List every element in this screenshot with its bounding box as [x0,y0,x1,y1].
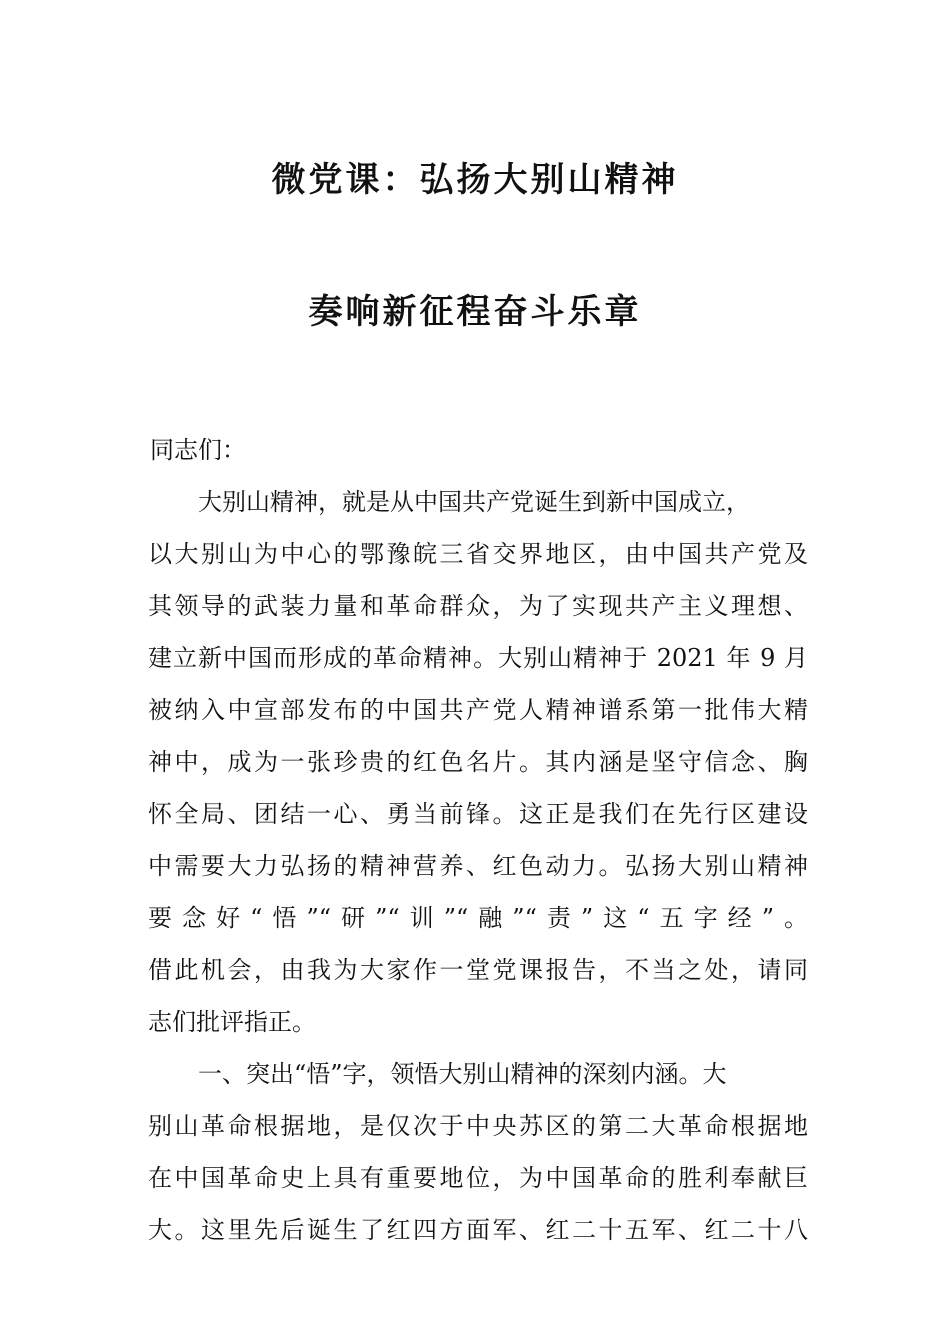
paragraph-2-line-3: 在中国革命史上具有重要地位，为中国革命的胜利奉献巨 [148,1164,808,1192]
paragraph-1-line-4: 建立新中国而形成的革命精神。大别山精神于 2021 年 9 月 [148,644,808,672]
paragraph-1-line-11: 志们批评指正。 [148,1008,316,1036]
paragraph-1-line-10: 借此机会，由我为大家作一堂党课报告，不当之处，请同 [148,956,808,984]
paragraph-2-line-4: 大。这里先后诞生了红四方面军、红二十五军、红二十八 [148,1216,808,1244]
salutation: 同志们： [150,436,246,464]
paragraph-1-line-3: 其领导的武装力量和革命群众，为了实现共产主义理想、 [148,592,808,620]
paragraph-1-line-9: 要念好“悟”“研”“训”“融”“责”这“五字经”。 [148,904,808,932]
paragraph-1-line-2: 以大别山为中心的鄂豫皖三省交界地区，由中国共产党及 [148,540,808,568]
paragraph-1-line-8: 中需要大力弘扬的精神营养、红色动力。弘扬大别山精神 [148,852,808,880]
paragraph-1-line-7: 怀全局、团结一心、勇当前锋。这正是我们在先行区建设 [148,800,808,828]
paragraph-1-line-1: 大别山精神，就是从中国共产党诞生到新中国成立， [198,488,750,516]
document-title-line-2: 奏响新征程奋斗乐章 [308,292,642,332]
paragraph-2-line-1: 一、突出“悟”字，领悟大别山精神的深刻内涵。大 [198,1060,727,1088]
document-body [148,424,808,1256]
document-title-line-1: 微党课：弘扬大别山精神 [271,160,679,200]
paragraph-2-line-2: 别山革命根据地，是仅次于中央苏区的第二大革命根据地 [148,1112,808,1140]
paragraph-1-line-6: 神中，成为一张珍贵的红色名片。其内涵是坚守信念、胸 [148,748,808,776]
paragraph-1-line-5: 被纳入中宣部发布的中国共产党人精神谱系第一批伟大精 [148,696,808,724]
